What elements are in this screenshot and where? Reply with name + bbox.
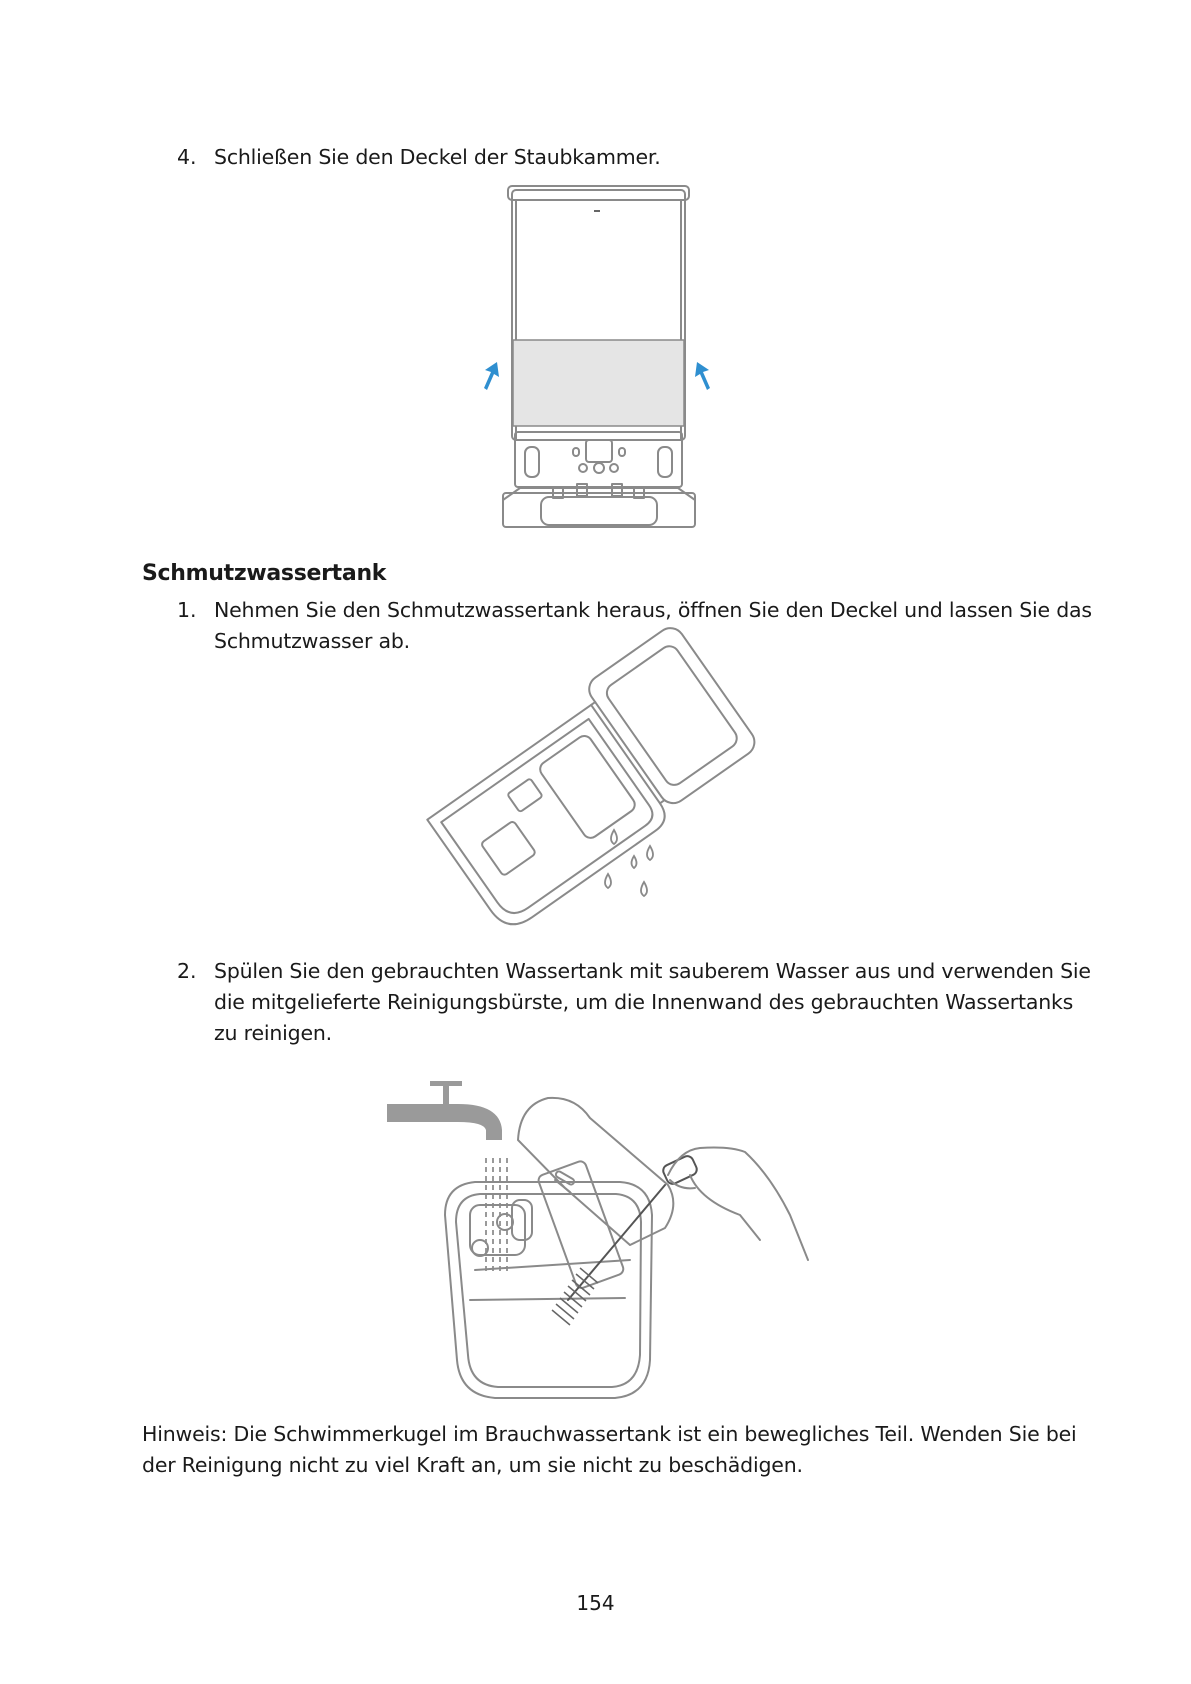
tank-lid bbox=[580, 623, 760, 812]
step-text: Schließen Sie den Deckel der Staubkammer. bbox=[214, 145, 661, 169]
tank-body bbox=[427, 705, 671, 934]
step-text-line: zu reinigen. bbox=[214, 1021, 332, 1045]
step-text-line: Schmutzwasser ab. bbox=[214, 629, 410, 653]
cleaning-brush-icon bbox=[552, 1154, 699, 1325]
page-number: 154 bbox=[576, 1591, 615, 1615]
water-drops bbox=[605, 830, 653, 896]
step-number: 1. bbox=[177, 598, 197, 622]
tank-lid bbox=[518, 1098, 673, 1245]
hand-icon bbox=[668, 1148, 808, 1261]
section-title: Schmutzwassertank bbox=[142, 561, 387, 586]
dust-chamber-lid-highlight bbox=[513, 340, 684, 426]
step-text-line: die mitgelieferte Reinigungsbürste, um die Innenwand des gebrauchten Wassertanks bbox=[214, 990, 1074, 1014]
step-text-line: Nehmen Sie den Schmutzwassertank heraus, öffnen Sie den Deckel und lassen Sie das bbox=[214, 598, 1092, 622]
step-text-line: Spülen Sie den gebrauchten Wassertank mit sauberem Wasser aus und verwenden Sie bbox=[214, 959, 1091, 983]
note-line: Hinweis: Die Schwimmerkugel im Brauchwassertank ist ein bewegliches Teil. Wenden Sie bei bbox=[142, 1422, 1077, 1446]
step-number: 2. bbox=[177, 959, 197, 983]
water-tap-icon bbox=[387, 1081, 502, 1140]
step-number: 4. bbox=[177, 145, 197, 169]
note-line: der Reinigung nicht zu viel Kraft an, um sie nicht zu beschädigen. bbox=[142, 1453, 803, 1477]
docking-station-body bbox=[503, 186, 695, 527]
arrow-up-left-icon bbox=[484, 362, 499, 390]
tank-body bbox=[445, 1160, 652, 1398]
arrow-up-right-icon bbox=[695, 362, 710, 390]
water-stream bbox=[486, 1158, 507, 1272]
